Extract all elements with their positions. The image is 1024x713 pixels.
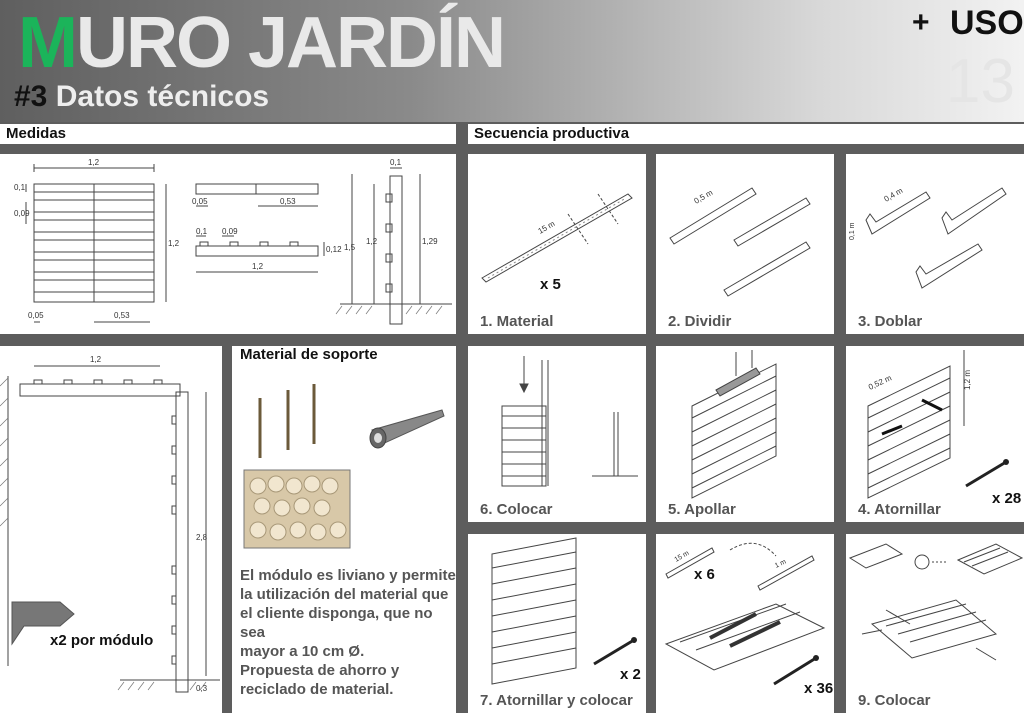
step-1-multiplier: x 5 — [540, 276, 561, 293]
soporte-line: el cliente disponga, que no sea — [240, 605, 433, 641]
uso-label: USO — [950, 4, 1024, 42]
step-3-drawing — [846, 154, 1024, 334]
step-8-dim: 15 m — [673, 549, 691, 564]
soporte-title: Material de soporte — [240, 346, 378, 363]
dim-0-09-left: 0,09 — [14, 209, 30, 218]
step-2-drawing — [656, 154, 834, 334]
step-6-panel — [468, 346, 646, 522]
dim-1-5-post: 1,5 — [344, 243, 356, 252]
step-5-panel — [656, 346, 834, 522]
step-2-dim: 0,5 m — [692, 187, 715, 206]
dim-1-2-side: 1,2 — [252, 262, 264, 271]
step-4-multiplier: x 28 — [992, 490, 1022, 507]
medidas-panel — [0, 154, 456, 334]
step-8-dim-2: 1 m — [773, 558, 788, 570]
step-4-dim-2: 1,2 m — [963, 369, 972, 390]
step-7-multiplier: x 2 — [620, 666, 641, 683]
page-title — [18, 2, 504, 84]
wall-view-panel — [0, 346, 222, 713]
soporte-line: mayor a 10 cm Ø. — [240, 643, 365, 660]
step-8-multiplier: x 6 — [694, 566, 715, 583]
soporte-description — [240, 566, 458, 699]
dim-1-2-post: 1,2 — [366, 237, 378, 246]
step-3-label: 3. Doblar — [858, 313, 923, 330]
wall-dim-2-8: 2,8 — [196, 533, 208, 542]
step-5-drawing — [656, 346, 834, 522]
title-rest: URO JARDÍN — [75, 3, 505, 83]
subtitle-text: Datos técnicos — [55, 80, 270, 113]
dim-0-09-side: 0,09 — [222, 227, 238, 236]
dim-0-05-top-view: 0,05 — [192, 197, 208, 206]
step-3-dim: 0,4 m — [882, 185, 905, 204]
step-6-drawing — [468, 346, 646, 522]
dim-1-29-post: 1,29 — [422, 237, 438, 246]
step-1-panel — [468, 154, 646, 334]
wall-drawing — [0, 346, 222, 713]
page-subtitle — [14, 80, 269, 114]
dim-0-1-post: 0,1 — [390, 158, 402, 167]
title-accent-letter: M — [18, 3, 76, 83]
step-8-panel — [656, 534, 834, 713]
soporte-line: reciclado de material. — [240, 681, 394, 698]
step-1-label: 1. Material — [480, 313, 554, 330]
wall-dim-0-3: 0,3 — [196, 684, 208, 693]
subtitle-number: #3 — [14, 80, 48, 113]
soporte-line: El módulo es liviano y permite — [240, 567, 456, 584]
step-7-panel — [468, 534, 646, 713]
dim-0-12-side: 0,12 — [326, 245, 342, 254]
step-3-panel — [846, 154, 1024, 334]
step-9-label: 9. Colocar — [858, 692, 931, 709]
dim-0-53-top-view: 0,53 — [280, 197, 296, 206]
dim-0-53-bottom: 0,53 — [114, 311, 130, 320]
step-9-drawing — [846, 534, 1024, 713]
medidas-drawing — [0, 154, 456, 334]
step-4-dim: 0,52 m — [867, 373, 894, 392]
step-2-panel — [656, 154, 834, 334]
step-1-dim: 15 m — [536, 219, 557, 236]
plus-sign: + — [912, 6, 930, 39]
dim-0-1-left: 0,1 — [14, 183, 26, 192]
step-7-label: 7. Atornillar y colocar — [480, 692, 633, 709]
step-1-drawing — [468, 154, 646, 334]
step-4-label: 4. Atornillar — [858, 501, 941, 518]
step-7-drawing — [468, 534, 646, 713]
dim-1-2-top: 1,2 — [88, 158, 100, 167]
soporte-line: la utilización del material que — [240, 586, 449, 603]
dim-0-05-bottom: 0,05 — [28, 311, 44, 320]
page-number: 13 — [946, 47, 1015, 116]
step-4-panel — [846, 346, 1024, 522]
step-6-label: 6. Colocar — [480, 501, 553, 518]
step-9-panel — [846, 534, 1024, 713]
section-secuencia: Secuencia productiva — [468, 124, 1024, 144]
step-8-multiplier-2: x 36 — [804, 680, 834, 697]
step-5-label: 5. Apollar — [668, 501, 736, 518]
step-3-dim-2: 0,1 m — [849, 222, 856, 240]
modulo-label: x2 por módulo — [50, 632, 154, 649]
soporte-line: Propuesta de ahorro y — [240, 662, 400, 679]
section-medidas: Medidas — [0, 124, 456, 144]
step-2-label: 2. Dividir — [668, 313, 732, 330]
wall-dim-1-2: 1,2 — [90, 355, 102, 364]
dim-0-1-side: 0,1 — [196, 227, 208, 236]
dim-1-2-right: 1,2 — [168, 239, 180, 248]
